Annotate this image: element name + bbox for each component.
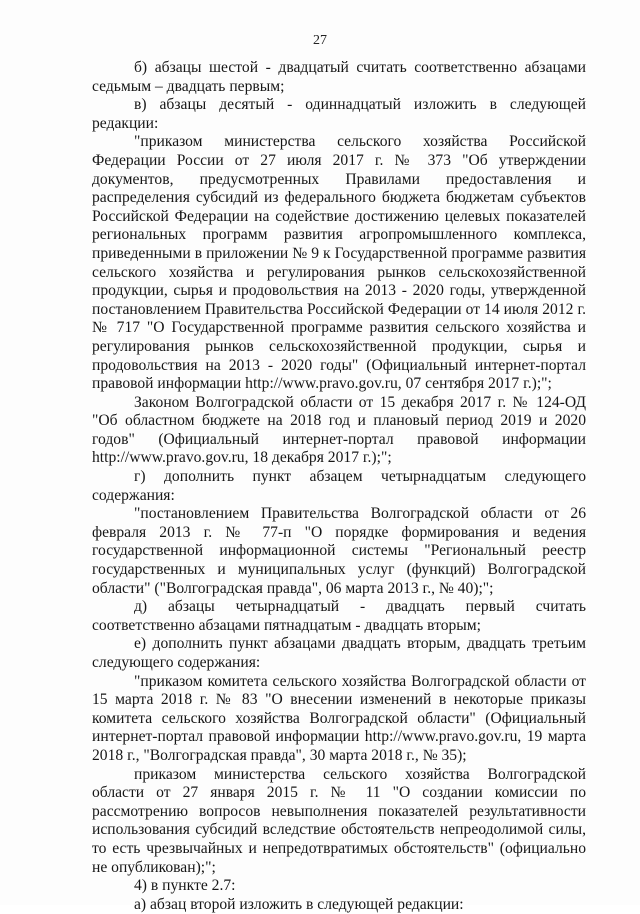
paragraph: 4) в пункте 2.7: xyxy=(134,877,236,895)
paragraph: "приказом министерства сельского хозяйства Российской Федерации России от 27 июля 2017 г. № 373 "Об утверждении документов, предусмотренных Правилами предоставления и распределения субсидий из федерального бюджета бюджетам субъектов Российской Федерации на содействие достижению целевых показателей региональных программ развития агропромышленного комплекса, приведенными в приложении № 9 к Государственной программе развития сельского хозяйства и регулирования рынков сельскохозяйственной продукции, сырья и продовольствия на 2013 - 2020 годы, утвержденной постановлением Правительства Российской Федерации от 14 июля 2012 г. № 717 "О Государственной программе развития сельского хозяйства и регулирования рынков сельскохозяйственной продукции, сырья и продовольствия на 2013 - 2020 годы" (Официальный интернет-портал правовой информации http://www.pravo.gov.ru, 07 сентября 2017 г.);"; xyxy=(92,133,586,393)
paragraph: приказом министерства сельского хозяйства Волгоградской области от 27 января 2015 г. № 11 "О создании комиссии по рассмотрению вопросов невыполнения показателей результативности использования субсидий вследствие обстоятельств непреодолимой силы, то есть чрезвычайных и непредотвратимых обстоятельств" (официально не опубликован);"; xyxy=(92,765,586,876)
document-body xyxy=(92,59,586,914)
paragraph: е) дополнить пункт абзацами двадцать вторым, двадцать третьим следующего содержания: xyxy=(92,635,586,671)
paragraph: "постановлением Правительства Волгоградской области от 26 февраля 2013 г. № 77-п "О порядке формирования и ведения государственной информационной системы "Региональный реестр государственных и муниципальных услуг (функций) Волгоградской области" ("Волгоградская правда", 06 марта 2013 г., № 40);"; xyxy=(92,505,586,597)
paragraph: б) абзацы шестой - двадцатый считать соответственно абзацами седьмым – двадцать первым; xyxy=(92,59,586,95)
paragraph: д) абзацы четырнадцатый - двадцать первый считать соответственно абзацами пятнадцатым - двадцать вторым; xyxy=(92,598,586,634)
paragraph: в) абзацы десятый - одиннадцатый изложить в следующей редакции: xyxy=(92,96,586,132)
paragraph: г) дополнить пункт абзацем четырнадцатым следующего содержания: xyxy=(92,468,586,504)
paragraph: Законом Волгоградской области от 15 декабря 2017 г. № 124-ОД "Об областном бюджете на 2018 год и плановый период 2019 и 2020 годов" (Официальный интернет-портал правовой информации http://www.pravo.gov.ru, 18 декабря 2017 г.);"; xyxy=(92,393,586,467)
paragraph: "приказом комитета сельского хозяйства Волгоградской области от 15 марта 2018 г. № 83 "О внесении изменений в некоторые приказы комитета сельского хозяйства Волгоградской области" (Официальный интернет-портал правовой информации http://www.pravo.gov.ru, 19 марта 2018 г., "Волгоградская правда", 30 марта 2018 г., № 35); xyxy=(92,672,586,764)
page-number: 27 xyxy=(313,33,327,48)
paragraph: а) абзац второй изложить в следующей редакции: xyxy=(134,895,464,913)
